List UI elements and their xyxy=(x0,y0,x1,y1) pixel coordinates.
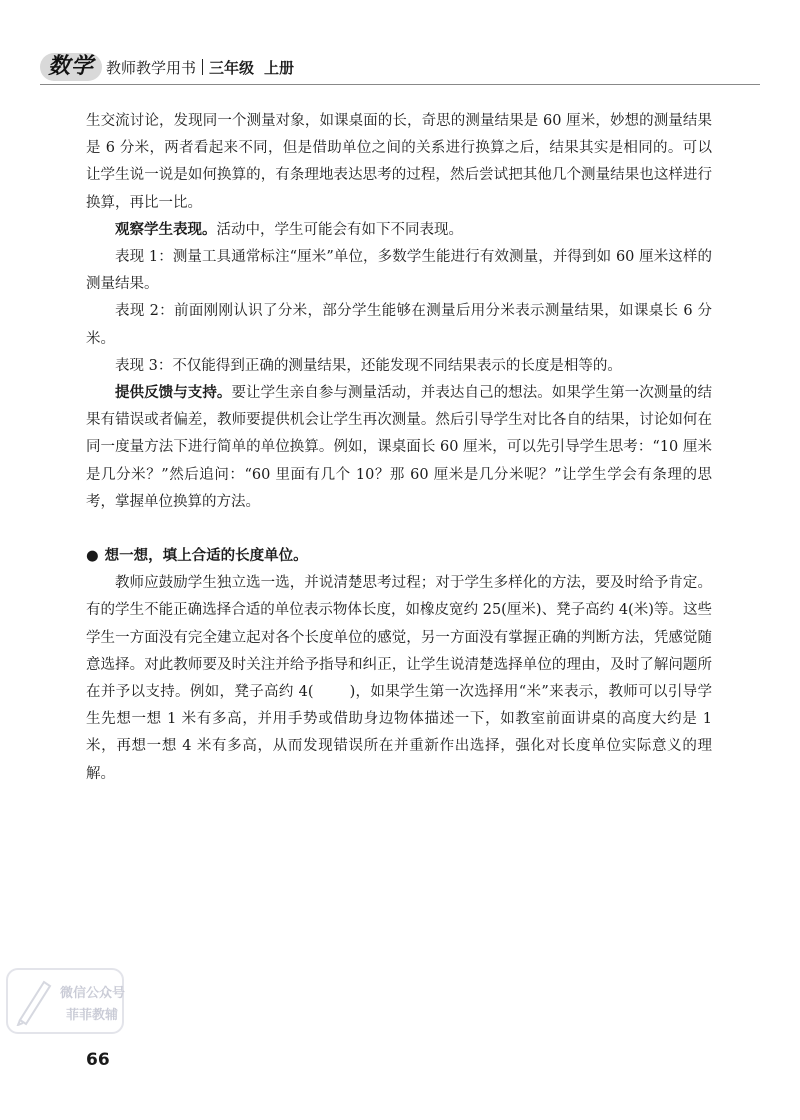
bullet-icon: ● xyxy=(86,548,99,565)
watermark-line1: 微信公众号 xyxy=(60,986,126,1001)
watermark-line2: 菲菲教辅 xyxy=(66,1008,119,1023)
page-number: 66 xyxy=(86,1050,110,1070)
book-title: 教师教学用书 xyxy=(106,58,197,77)
header-divider xyxy=(202,59,203,75)
volume-label: 上册 xyxy=(264,58,295,77)
pen-icon xyxy=(14,976,54,1026)
header-rule xyxy=(40,84,760,85)
section-heading xyxy=(86,543,712,570)
page-header xyxy=(40,52,760,82)
units-text-b: )，如果学生第一次选择用“米”来表示，教师可以引导学生先想一想 1 米有多高，并用手势或借助身边物体描述一下，如教室前面讲桌的高度大约是 1 米，再想一想 4 米有多高，从而发现错误所在并重新作出选择，强化对长度单位实际意义的理解。 xyxy=(86,684,712,782)
paragraph-performance-1: 表现 1：测量工具通常标注“厘米”单位，多数学生能进行有效测量，并得到如 60 厘米这样的测量结果。 xyxy=(86,249,712,293)
section-title: 想一想，填上合适的长度单位。 xyxy=(104,548,308,565)
feedback-lead: 提供反馈与支持。 xyxy=(115,385,232,402)
observe-text: 活动中，学生可能会有如下不同表现。 xyxy=(216,221,463,238)
paragraph-units xyxy=(86,570,712,788)
page-body xyxy=(86,108,712,788)
paragraph-feedback xyxy=(86,380,712,516)
grade-label: 三年级 xyxy=(209,58,255,77)
units-text-a: 教师应鼓励学生独立选一选，并说清楚思考过程；对于学生多样化的方法，要及时给予肯定。有的学生不能正确选择合适的单位表示物体长度，如橡皮宽约 25(厘米)、凳子高约 4(米)等。这些学生一方面没有完全建立起对各个长度单位的感觉，另一方面没有掌握正确的判断方法，凭感觉随意选择。对此教师要及时关注并给予指导和纠正，让学生说清楚选择单位的理由，及时了解问题所在并予以支持。例如，凳子高约 4( xyxy=(86,575,712,701)
paragraph-observe xyxy=(86,217,712,244)
paragraph-performance-3: 表现 3：不仅能得到正确的测量结果，还能发现不同结果表示的长度是相等的。 xyxy=(115,357,622,374)
paragraph-performance-2: 表现 2：前面刚刚认识了分米，部分学生能够在测量后用分米表示测量结果，如课桌长 6 分米。 xyxy=(86,303,712,347)
subject-logo: 数学 xyxy=(40,53,102,81)
paragraph-1: 生交流讨论，发现同一个测量对象，如课桌面的长，奇思的测量结果是 60 厘米，妙想的测量结果是 6 分米，两者看起来不同，但是借助单位之间的关系进行换算之后，结果其实是相同的。可以让学生说一说是如何换算的，有条理地表达思考的过程，然后尝试把其他几个测量结果也这样进行换算，再比一比。 xyxy=(86,113,712,211)
feedback-text: 要让学生亲自参与测量活动，并表达自己的想法。如果学生第一次测量的结果有错误或者偏差，教师要提供机会让学生再次测量。然后引导学生对比各自的结果，讨论如何在同一度量方法下进行简单的单位换算。例如，课桌面长 60 厘米，可以先引导学生思考：“10 厘米是几分米？”然后追问：“60 里面有几个 10？那 60 厘米是几分米呢？”让学生学会有条理的思考，掌握单位换算的方法。 xyxy=(86,385,712,510)
watermark xyxy=(6,968,126,1034)
observe-lead: 观察学生表现。 xyxy=(115,221,217,238)
